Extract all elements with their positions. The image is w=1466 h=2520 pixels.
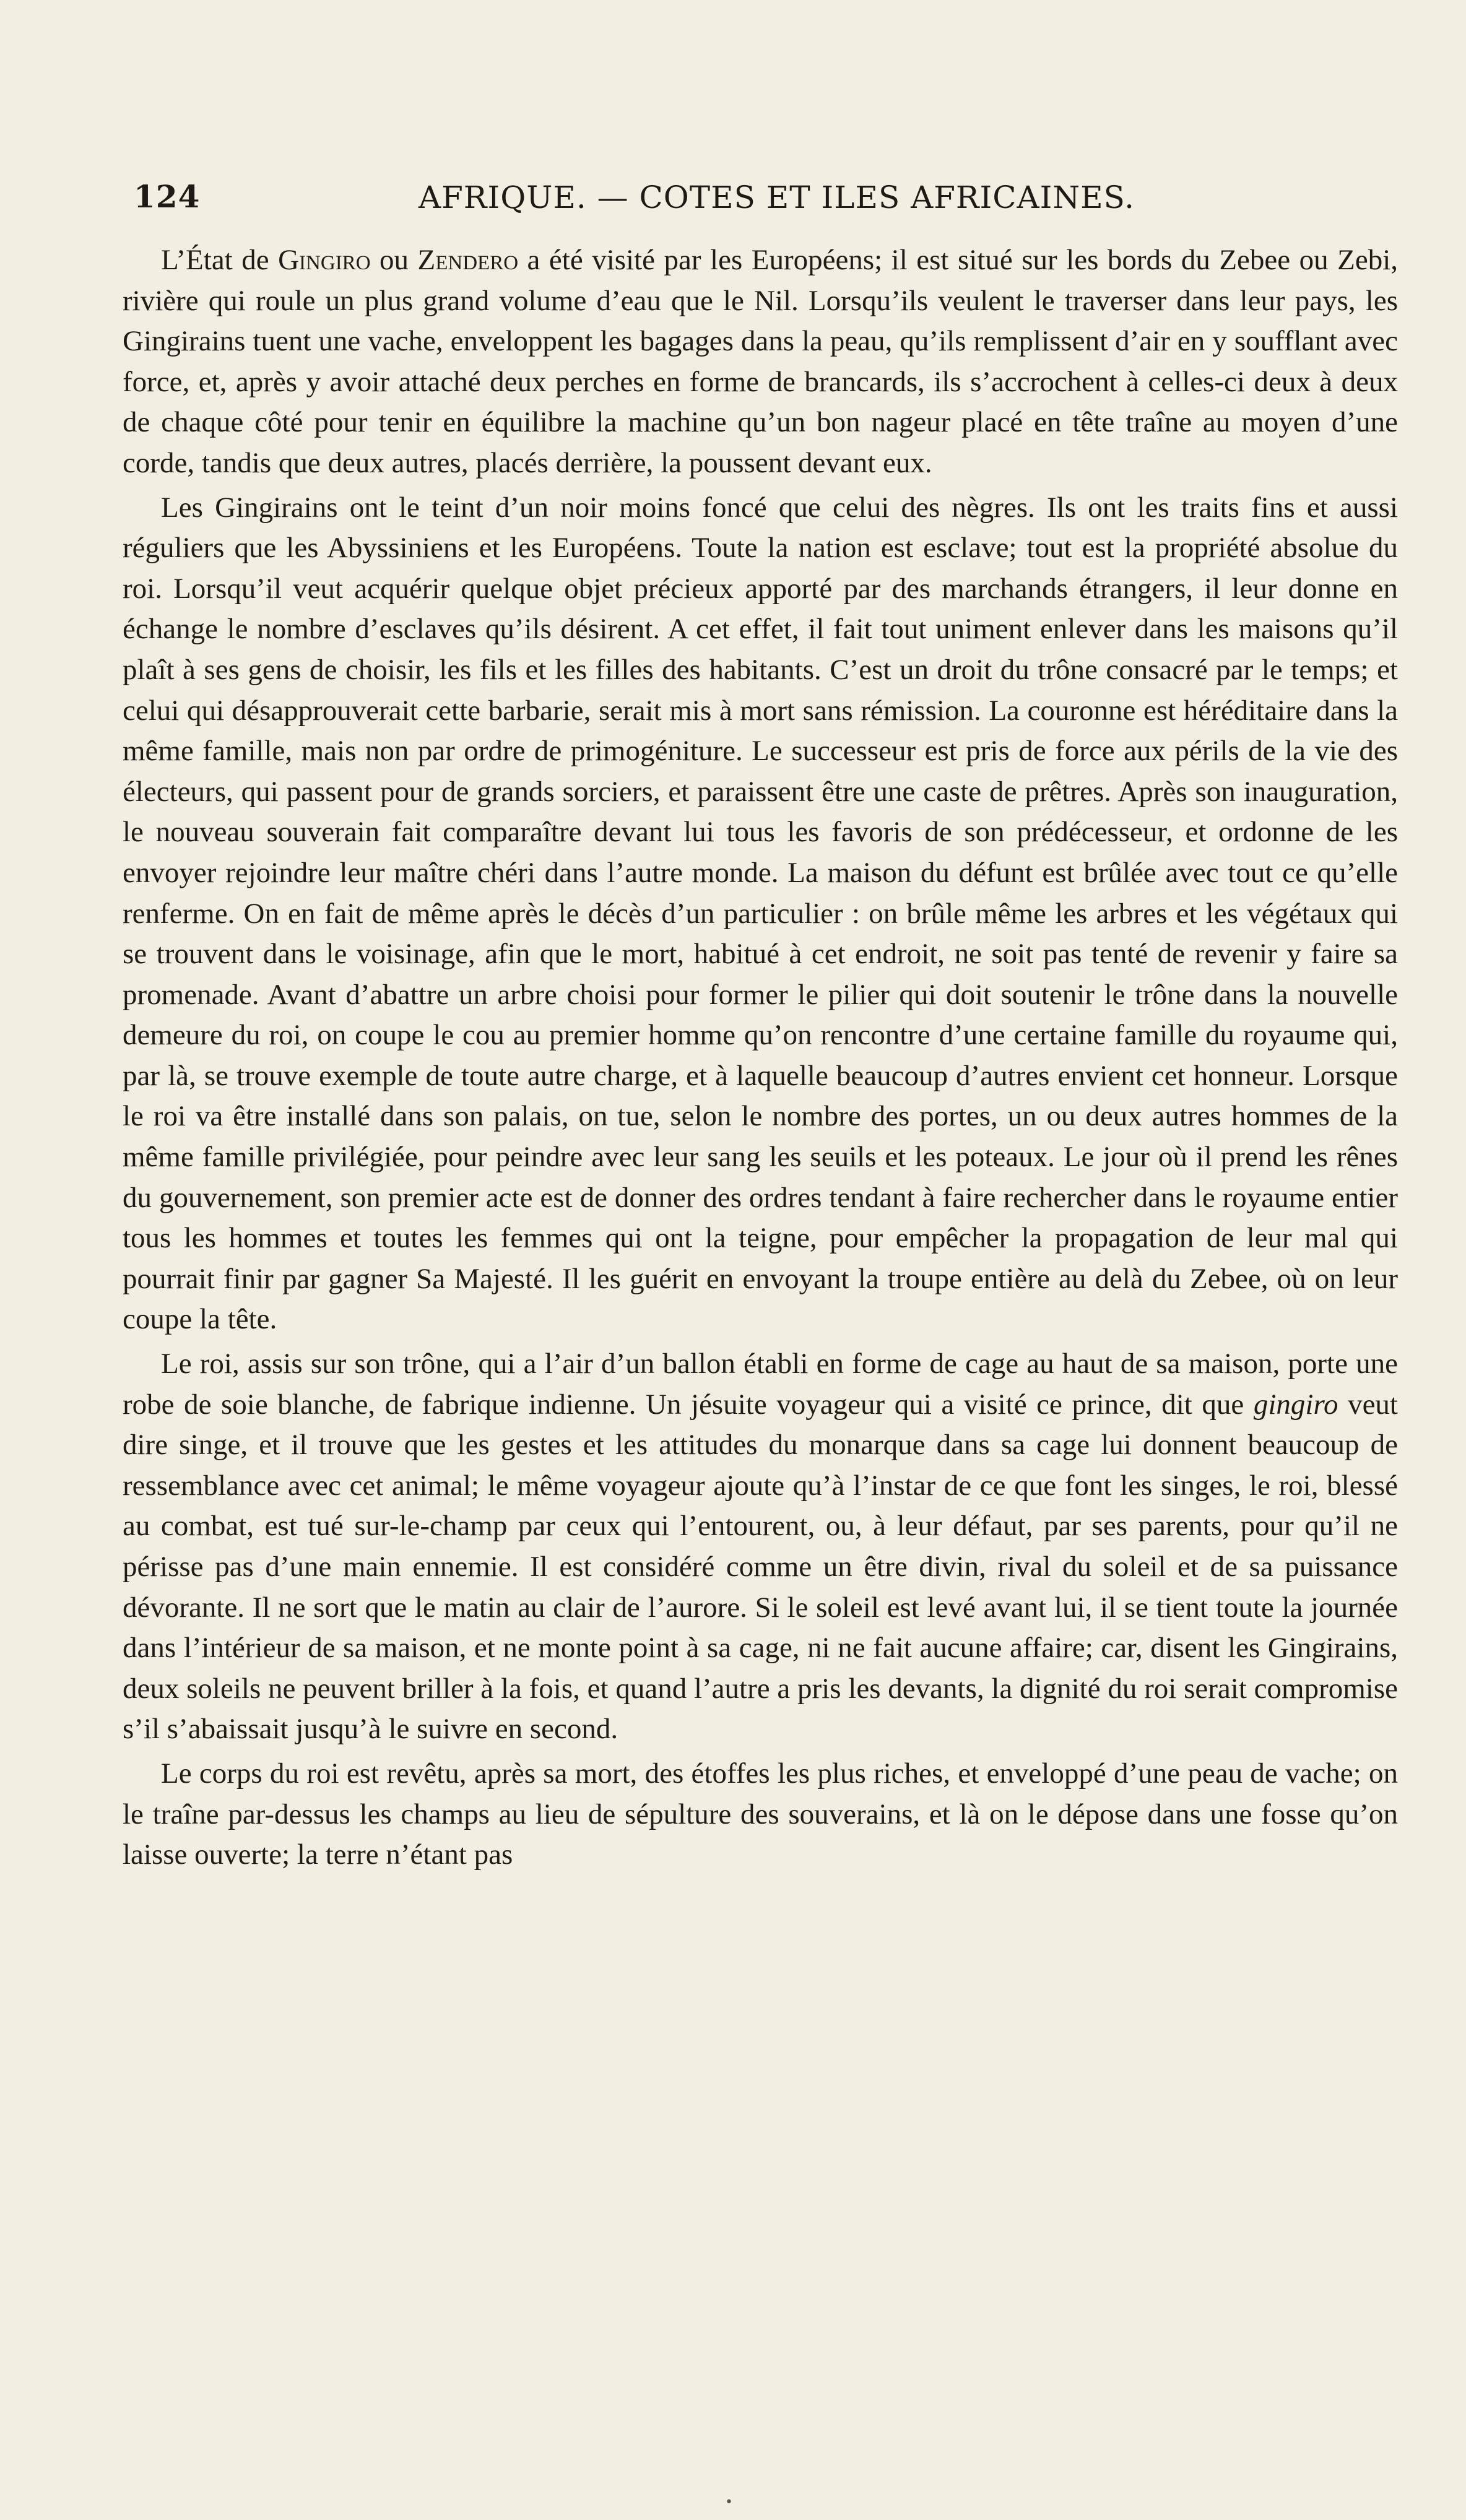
paragraph-1-intro: L’État de [161, 244, 279, 276]
paragraph-1-body: a été visité par les Européens; il est situé sur les bords du Zebee ou Zebi, rivière qui roule un plus grand volume d’eau que le Nil. Lorsqu’ils veulent le traverser dans leur pays, les Gingirains tuent une vache, enveloppent les bagages dans la peau, qu’ils remplissent d’air en y soufflant avec force, et, après y avoir attaché deux perches en forme de brancards, ils s’accrochent à celles-ci deux à deux de chaque côté pour tenir en équilibre la machine qu’un bon nageur placé en tête traîne au moyen d’une corde, tandis que deux autres, placés derrière, la poussent devant eux. [123, 244, 1399, 479]
running-title: AFRIQUE. — COTES ET ILES AFRICAINES. [419, 180, 1135, 215]
paragraph-3-body: veut dire singe, et il trouve que les gestes et les attitudes du monarque dans sa cage lui donnent beaucoup de ressemblance avec cet animal; le même voyageur ajoute qu’à l’instar de ce que font les singes, le roi, blessé au combat, est tué sur-le-champ par ceux qui l’entourent, ou, à leur défaut, par ses parents, pour qu’il ne périsse pas d’une main ennemie. Il est considéré comme un être divin, rival du soleil et de sa puissance dévorante. Il ne sort que le matin au clair de l’aurore. Si le soleil est levé avant lui, il se tient toute la journée dans l’intérieur de sa maison, et ne monte point à sa cage, ni ne fait aucune affaire; car, disent les Gingirains, deux soleils ne peuvent briller à la fois, et quand l’autre a pris les devants, la dignité du roi serait compromise s’il s’abaissait jusqu’à le suivre en second. [123, 1388, 1398, 1746]
footer-mark: • [725, 2495, 733, 2510]
paragraph-2: Les Gingirains ont le teint d’un noir moins foncé que celui des nègres. Ils ont les traits fins et aussi réguliers que les Abyssiniens et les Européens. Toute la nation est esclave; tout est la propriété absolue du roi. Lorsqu’il veut acquérir quelque objet précieux apporté par des marchands étrangers, il leur donne en échange le nombre d’esclaves qu’ils désirent. A cet effet, il fait tout uniment enlever dans les maisons qu’il plaît à ses gens de choisir, les fils et les filles des habitants. C’est un droit du trône consacré par le temps; et celui qui désapprouverait cette barbarie, serait mis à mort sans rémission. La couronne est héréditaire dans la même famille, mais non par ordre de primogéniture. Le successeur est pris de force aux périls de la vie des électeurs, qui passent pour de grands sorciers, et paraissent être une caste de prêtres. Après son inauguration, le nouveau souverain fait comparaître devant lui tous les favoris de son prédécesseur, et ordonne de les envoyer rejoindre leur maître chéri dans l’autre monde. La maison du défunt est brûlée avec tout ce qu’elle renferme. On en fait de même après le décès d’un particulier : on brûle même les arbres et les végétaux qui se trouvent dans le voisinage, afin que le mort, habitué à cet endroit, ne soit pas tenté de revenir y faire sa promenade. Avant d’abattre un arbre choisi pour former le pilier qui doit soutenir le trône dans la nouvelle demeure du roi, on coupe le cou au premier homme qu’on rencontre d’une certaine famille du royaume qui, par là, se trouve exemple de toute autre charge, et à laquelle beaucoup d’autres envient cet honneur. Lorsque le roi va être installé dans son palais, on tue, selon le nombre des portes, un ou deux autres hommes de la même famille privilégiée, pour peindre avec leur sang les seuils et les poteaux. Le jour où il prend les rênes du gouvernement, son premier acte est de donner des ordres tendant à faire rechercher dans le royaume entier tous les hommes et toutes les femmes qui ont la teigne, pour empêcher la propagation de leur mal qui pourrait finir par gagner Sa Majesté. Il les guérit en envoyant la troupe entière au delà du Zebee, où on leur coupe la tête. [123, 491, 1398, 1336]
italic-term-gingiro: gingiro [1253, 1388, 1338, 1421]
page-header [134, 178, 1335, 228]
page-number: 124 [134, 178, 201, 215]
paragraph-1 [123, 240, 1398, 484]
place-name-gingiro: Gingiro [278, 244, 371, 276]
paragraph-3 [123, 1344, 1398, 1750]
paragraph-4: Le corps du roi est revêtu, après sa mort, des étoffes les plus riches, et enveloppé d’une peau de vache; on le traîne par-dessus les champs au lieu de sépulture des souverains, et là on le dépose dans une fosse qu’on laisse ouverte; la terre n’étant pas [123, 1757, 1398, 1871]
paragraph-3-intro: Le roi, assis sur son trône, qui a l’air d’un ballon établi en forme de cage au haut de sa maison, porte une robe de soie blanche, de fabrique indienne. Un jésuite voyageur qui a visité ce prince, dit que [123, 1348, 1398, 1421]
body-text [123, 240, 1398, 1876]
place-name-zendero: Zendero [417, 244, 519, 276]
paragraph-1-conjunction: ou [370, 244, 418, 276]
